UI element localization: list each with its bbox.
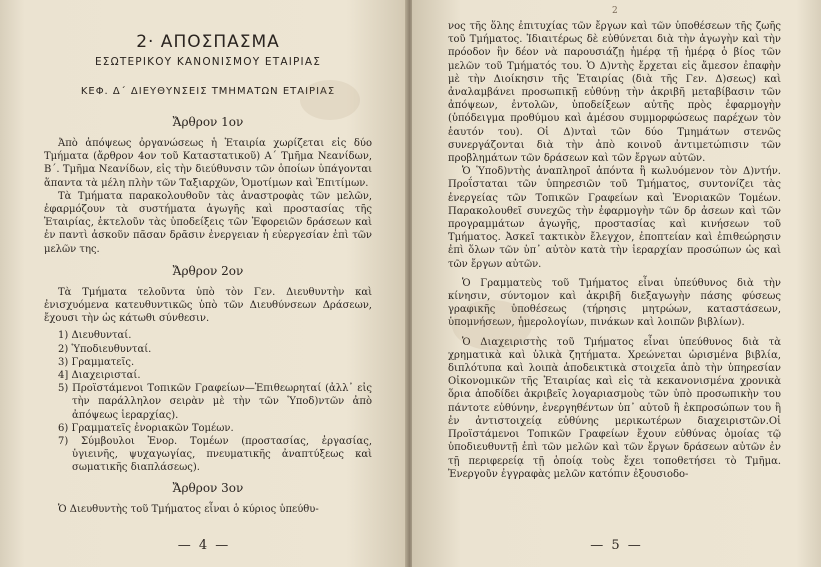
list-item: 2) Ὑποδιευθυνταί.: [58, 343, 152, 355]
left-page: [0, 0, 408, 567]
article-1-paragraph-1: Ἀπὸ ἀπόψεως ὀργανώσεως ἡ Ἑταιρία χωρίζεται εἰς δύο Τμήματα (ἄρθρον 4ον τοῦ Καταστατικοῦ) Α΄ Τμῆμα Νεανίδων, Β΄. Τμῆμα Νεανίδων, εἰς τὴν διεύθυνσιν τῶν ὁποίων ὑπάγονται ἅπαντα τὰ μέλη πλὴν τῶν Ταξιαρχῶν, Ὁμοτίμων καὶ Ἐπιτίμων.: [44, 138, 372, 189]
right-paragraph-2: Ὁ Ὑποδ)ντὴς ἀναπληροῖ ἀπόντα ἢ κωλυόμενον τὸν Δ)ντήν. Προΐσταται τῶν ὑπηρεσιῶν τοῦ Τμήματος, συντονίζει τὰς ἐνεργείας τῶν Τοπικῶν Γραφείων καὶ Ἐνοριακῶν Τομέων. Παρακολουθεῖ συνεχῶς τὴν ἐφαρμογὴν τῶν δρ ἀσεων καὶ τῶν προγραμμάτων ἀγωγῆς, προστασίας καὶ κινήσεων τοῦ Τμήματος. Ἀσκεῖ τακτικὸν ἔλεγχον, ἐποπτείαν καὶ ἐπιθεώρησιν ἐπὶ ὅλων τῶν ὑπ᾽ αὐτὸν κατὰ τὴν ἱεραρχίαν προσώπων ὡς καὶ τῶν ἔργων αὐτῶν.: [448, 166, 781, 270]
list-item: 1) Διευθυνταί.: [58, 330, 132, 342]
list-item: 7) Σύμβουλοι Ἐνορ. Τομέων (προστασίας, ἐργασίας, ὑγιεινῆς, ψυχαγωγίας, πνευματικῆς ἀναπτύξεως καὶ σωματικῆς διαπλάσεως).: [58, 436, 372, 474]
list-item: 5) Προϊστάμενοι Τοπικῶν Γραφείων—Ἐπιθεωρηταί (ἀλλ᾽ εἰς τὴν παράλληλον σειρὰν μὲ τὴν τῶν Ὑποδ)ντῶν ἀπὸ ἀπόψεως ἱεραρχίας).: [58, 383, 372, 421]
article-1-title: Ἄρθρον 1ον: [172, 115, 244, 129]
article-1-paragraph-2: Τὰ Τμήματα παρακολουθοῦν τὰς ἀναστροφὰς τῶν μελῶν, ἐφαρμόζουν τὰ συστήματα ἀγωγῆς καὶ προστασίας τῆς Ἑταιρίας, ἐκτελοῦν τὰς ὑποδείξεις τῶν Ἐφορειῶν δράσεων καὶ ἐν παντὶ ἀσκοῦν πᾶσαν δρᾶσιν ἐνεργειαν ἡ εὐεργεσίαν ἐπὶ τῶν μελῶν της.: [44, 190, 372, 255]
list-item: 4] Διαχειρισταί.: [58, 370, 141, 382]
list-item: 6) Γραμματεῖς ἐνοριακῶν Τομέων.: [58, 422, 234, 434]
article-2-list: [44, 329, 372, 474]
page-number-right: — 5 —: [590, 538, 643, 553]
right-paragraph-1: νος τῆς ὅλης ἐπιτυχίας τῶν ἔργων καὶ τῶν ὑποθέσεων τῆς ζωῆς τοῦ Τμήματος. Ἰδιαιτέρως δὲ εὐθύνεται διὰ τὴν ἀγωγὴν καὶ τὴν πρόοδον ἣν δέον νὰ παρουσιάζῃ ἡμέρᾳ τῇ ἡμέρᾳ ὁ βίος τῶν μελῶν τοῦ Τμήματός του. Ὁ Δ)ντὴς ἔρχεται εἰς ἄμεσον ἐπαφὴν μὲ τὴν Διοίκησιν τῆς Ἑταιρίας (διὰ τῆς Γεν. Δ)σεως) καὶ ἀναλαμβάνει προσωπικῇ εὐθύνῃ τὴν ἀκριβῆ μεταβίβασιν τῶν ἀπόψεων, ἐντολῶν, ὑποδείξεων αὐτῆς πρὸς ἐφαρμογὴν (ὑπόδειγμα προθύμου καὶ ἀμέσου συμμορφώσεως παρέχων τὸν ἑαυτόν του). Οἱ Δ)νταὶ τῶν δύο Τμημάτων στενῶς συνεργάζονται διὰ τὴν ἀπὸ κοινοῦ ἀντιμετώπισιν τῶν προβλημάτων τῶν δράσεων καὶ τῶν ἔργων αὐτῶν.: [448, 21, 781, 165]
article-2-title: Ἄρθρον 2ον: [172, 263, 244, 278]
article-2-paragraph-1: Τὰ Τμήματα τελοῦντα ὑπὸ τὸν Γεν. Διευθυντὴν καὶ ἐνισχυόμενα κατευθυντικῶς ὑπὸ τῶν Διευθύνσεων Δράσεων, ἔχουσι τὴν ὡς κάτωθι σύνθεσιν.: [44, 286, 372, 325]
article-3-paragraph-1: Ὁ Διευθυντὴς τοῦ Τμήματος εἶναι ὁ κύριος ὑπεύθυ-: [58, 503, 319, 515]
document-subheading: ΕΣΩΤΕΡΙΚΟΥ ΚΑΝΟΝΙΣΜΟΥ ΕΤΑΙΡΙΑΣ: [94, 56, 322, 68]
paper-stain: [452, 300, 532, 350]
page-top-mark: 2: [612, 6, 618, 16]
right-paragraph-4: Ὁ Διαχειριστὴς τοῦ Τμήματος εἶναι ὑπεύθυνος διὰ τὰ χρηματικὰ καὶ ὑλικὰ ζητήματα. Χρεώνεται ὡρισμένα βιβλία, διπλότυπα καὶ λοιπὰ ἀποδεικτικὰ στοιχεῖα ἀπὸ τὴν ὑπηρεσίαν Οἰκονομικῶν τῆς Ἑταιρίας καὶ εἰς τὰ κεκανονισμένα χρονικὰ ὅρια ἀποδίδει ἀκριβεῖς λογαριασμοὺς τῶν ὑπὸ προσωπικὴν του πάντοτε εὐθύνην, ἐνεργηθέντων ὑπ᾽ αὐτοῦ ἢ ἐκπροσώπων του ἢ ἐν ἀντιστοιχείᾳ εὐθύνης μερικωτέρων διαχειριστῶν.Οἱ Προϊστάμενοι Τοπικῶν Γραφείων ἔχουν εὐθύνας ὁμοίας τῷ ὑποδιευθυντῇ ἐπὶ τῶν μελῶν καὶ τῶν ἔργων δράσεων αὐτῶν ἐν τῇ περιφερείᾳ τῇ ὁποίᾳ τοὺς ἔχει τοποθετήσει τὸ Τμῆμα. Ἐνεργοῦν ἐγγραφὰς μελῶν κατόπιν ἐξουσιοδο-: [448, 336, 781, 480]
right-paragraph-3: Ὁ Γραμματεὺς τοῦ Τμήματος εἶναι ὑπεύθυνος διὰ τὴν κίνησιν, σύντομον καὶ ἀκριβῆ διεξαγωγὴν πάσης φύσεως γραφικῆς ὑποθέσεως (τήρησις μητρώων, καταστάσεων, ὑπομνήσεων, ἡμερολογίων, πινάκων καὶ λοιπῶν βιβλίων).: [448, 277, 781, 329]
list-item: 3) Γραμματεῖς.: [58, 356, 135, 368]
article-3-title: Ἄρθρον 3ον: [172, 480, 244, 495]
paper-stain: [300, 80, 360, 120]
chapter-heading: ΚΕΦ. Δ΄ ΔΙΕΥΘΥΝΣΕΙΣ ΤΜΗΜΑΤΩΝ ΕΤΑΙΡΙΑΣ: [80, 86, 336, 97]
right-page: [412, 0, 821, 567]
page-number-left: — 4 —: [177, 538, 231, 553]
document-heading: 2· ΑΠΟΣΠΑΣΜΑ: [136, 32, 280, 52]
